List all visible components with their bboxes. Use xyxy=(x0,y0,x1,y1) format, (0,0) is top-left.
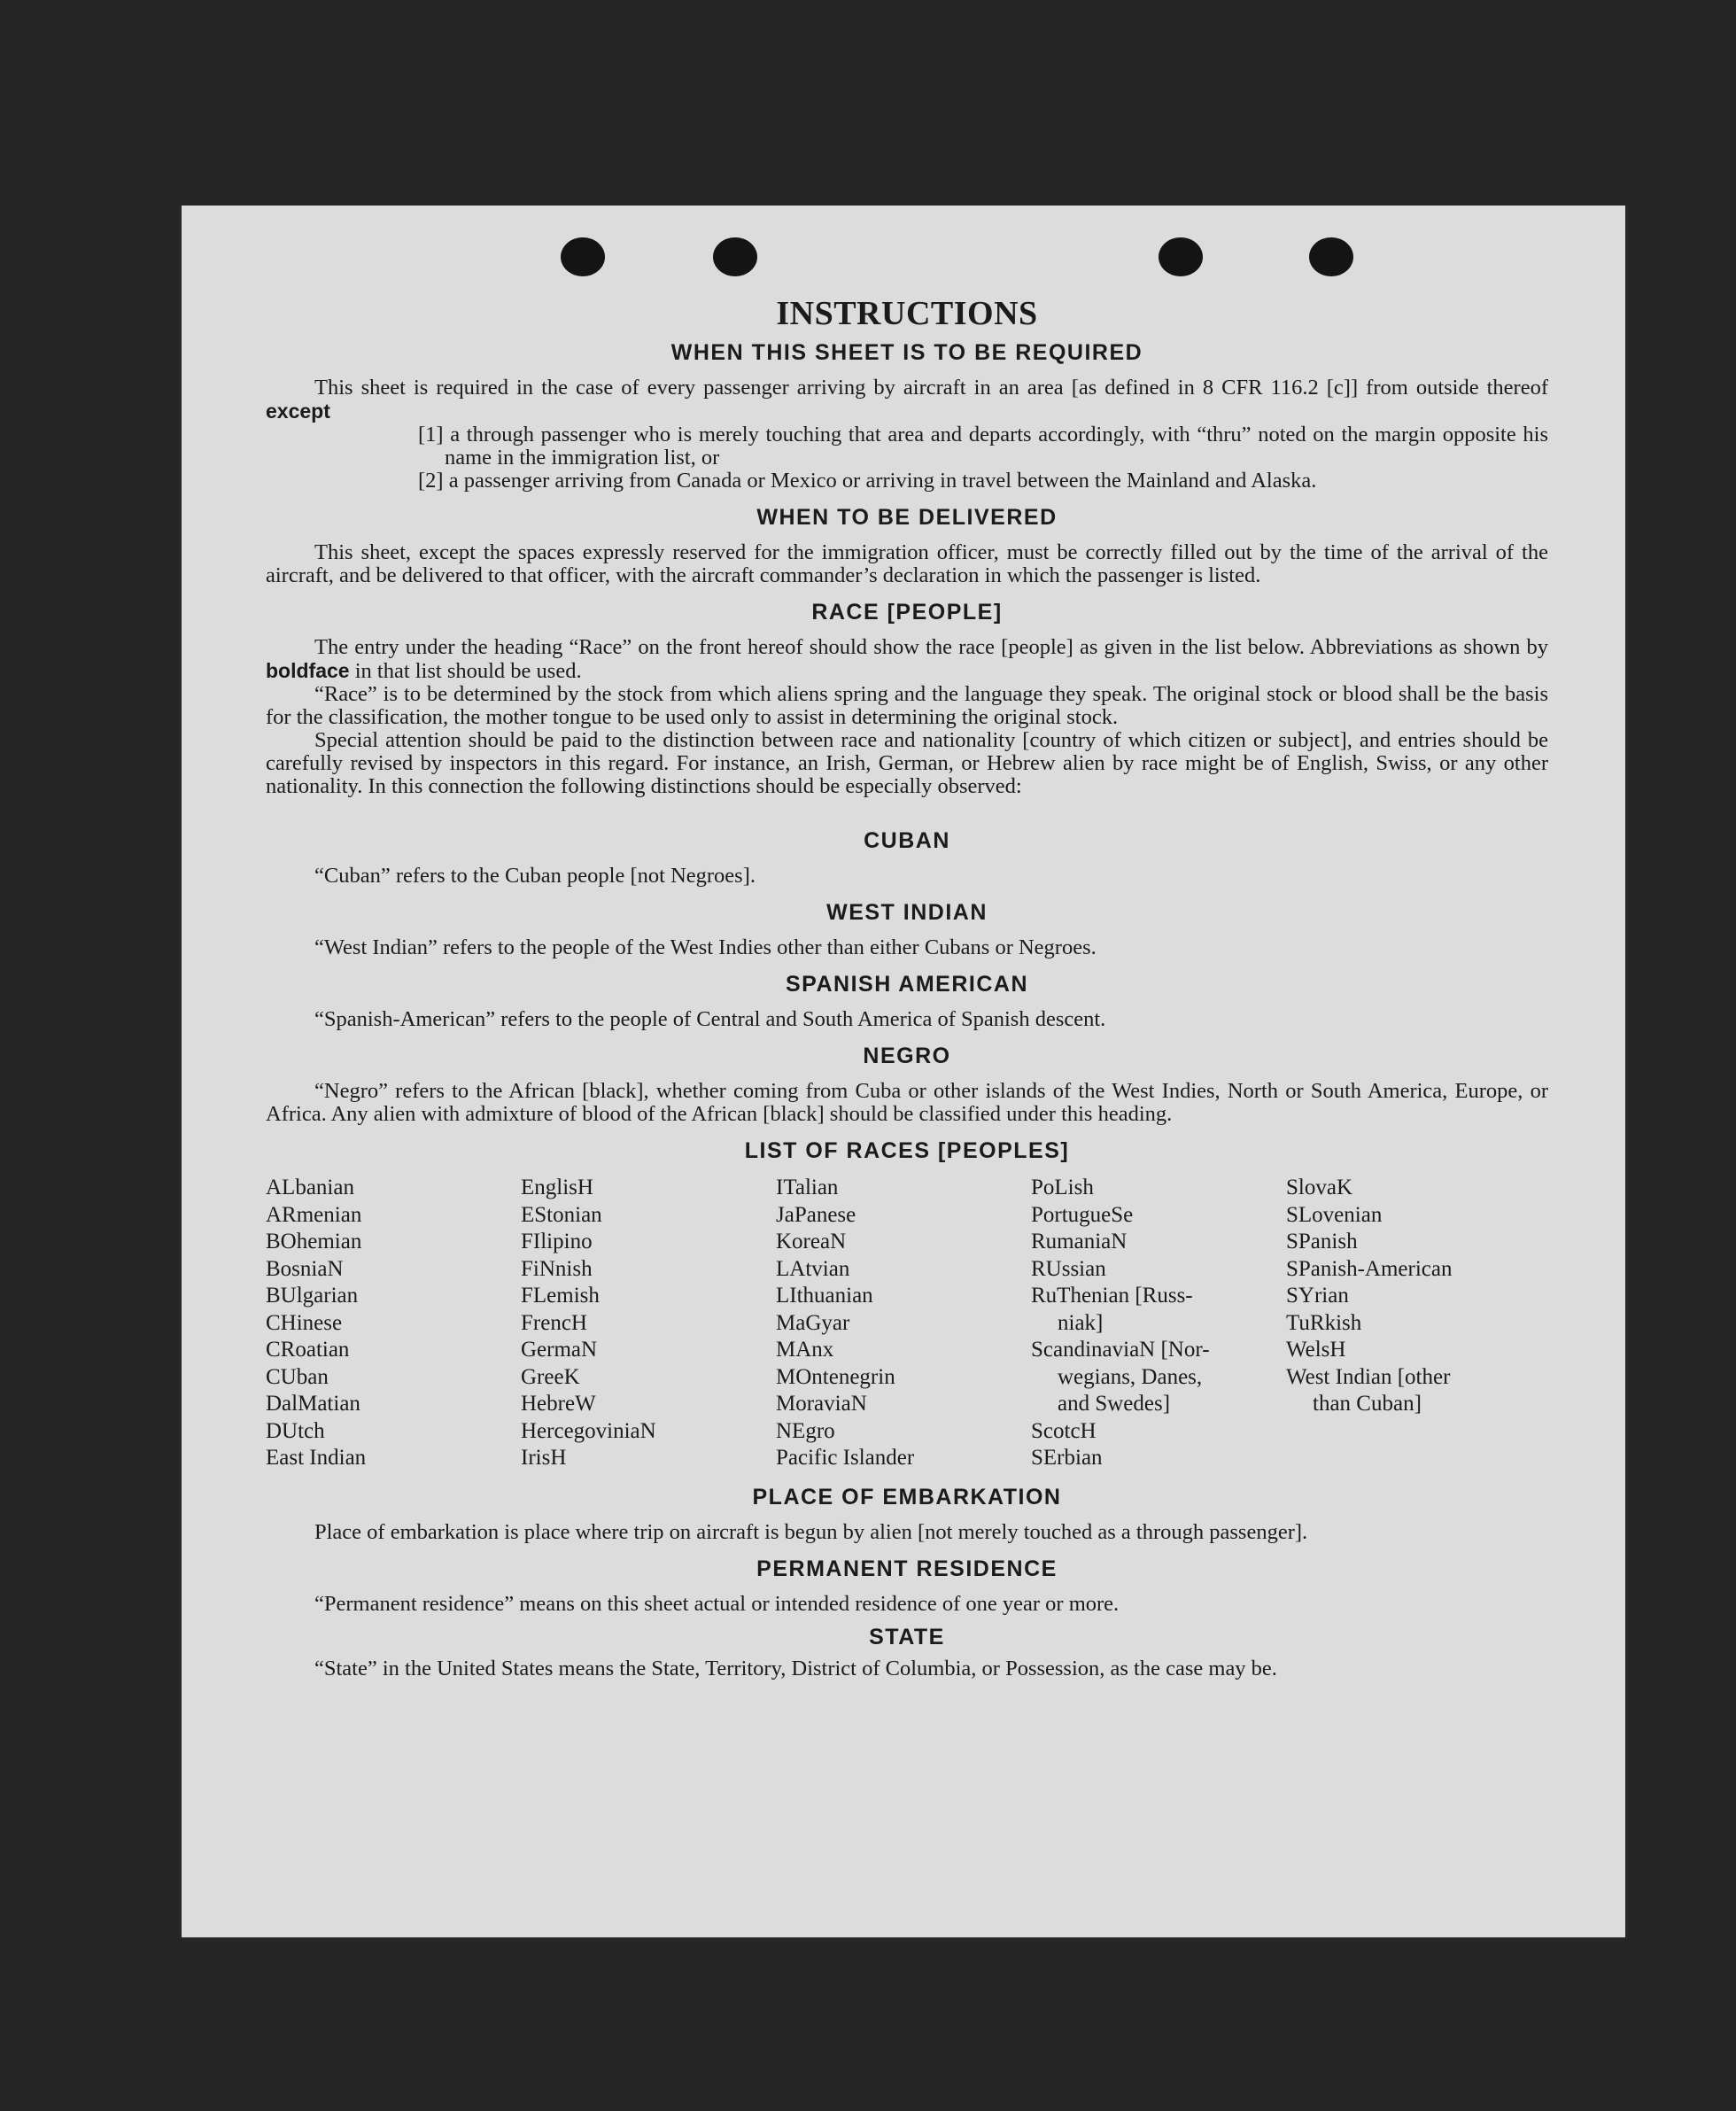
race-entry: niak] xyxy=(1058,1310,1104,1335)
race-entry: JaPanese xyxy=(776,1202,856,1227)
race-entry: TuRkish xyxy=(1286,1310,1362,1335)
heading-negro: NEGRO xyxy=(863,1044,951,1068)
race-entry: EStonian xyxy=(521,1202,602,1227)
race-entry: HercegoviniaN xyxy=(521,1418,656,1443)
race-entry: PoLish xyxy=(1031,1176,1094,1199)
except-keyword: except xyxy=(266,400,330,423)
races-column-3 xyxy=(776,1175,1031,1472)
heading-embarkation: PLACE OF EMBARKATION xyxy=(752,1484,1062,1510)
heading-when-required: WHEN THIS SHEET IS TO BE REQUIRED xyxy=(670,340,1143,365)
embarkation-text: Place of embarkation is place where trip on aircraft is begun by alien [not merely touched as a through passenger]. xyxy=(314,1519,1308,1544)
punch-hole xyxy=(713,237,757,276)
race-entry: MaGyar xyxy=(776,1310,850,1335)
races-column-2 xyxy=(521,1175,776,1472)
spanish-american-text: “Spanish-American” refers to the people of Central and South America of Spanish descent. xyxy=(314,1007,1106,1031)
boldface-keyword: boldface xyxy=(266,659,350,682)
race-paragraph-2: “Race” is to be determined by the stock from which aliens spring and the language they speak. The original stock or blood shall be the basis for the classification, the mother tongue to be used only to assist in determining the original stock. xyxy=(266,682,1548,729)
race-entry: FiNnish xyxy=(521,1256,593,1281)
race-entry: SlovaK xyxy=(1286,1176,1352,1199)
heading-cuban: CUBAN xyxy=(864,828,950,853)
race-entry: FrencH xyxy=(521,1310,587,1335)
races-column-1 xyxy=(266,1175,521,1472)
race-entry: RUssian xyxy=(1031,1256,1106,1281)
race-entry: CRoatian xyxy=(266,1338,350,1362)
race-entry: Pacific Islander xyxy=(776,1446,915,1470)
race-entry: RumaniaN xyxy=(1031,1230,1128,1253)
races-list xyxy=(266,1175,1548,1472)
race-paragraph-1: The entry under the heading “Race” on the front hereof should show the race [people] as given in the list below. Abbreviations as shown by boldface in that list should be used. xyxy=(266,635,1548,683)
race-entry: SLovenian xyxy=(1286,1202,1383,1227)
race-entry: SPanish-American xyxy=(1286,1256,1453,1281)
race-entry: MOntenegrin xyxy=(776,1364,895,1389)
race-paragraph-3: Special attention should be paid to the distinction between race and nationality [country of which citizen or subject], and entries should be carefully revised by inspectors in this regard. For instance, an Irish, German, or Hebrew alien by race might be of English, Swiss, or any other nationality. In this connection the following distinctions should be especially observed: xyxy=(266,728,1548,798)
west-indian-text: “West Indian” refers to the people of the West Indies other than either Cubans or Negroes. xyxy=(314,935,1097,959)
race-entry: MAnx xyxy=(776,1338,834,1362)
race-entry: ARmenian xyxy=(266,1202,362,1227)
race-entry: ScandinaviaN [Nor- xyxy=(1031,1338,1210,1362)
race-entry: West Indian [other xyxy=(1286,1364,1451,1389)
race-entry: IrisH xyxy=(521,1446,567,1470)
instruction-sheet xyxy=(182,206,1625,1937)
race-entry: East Indian xyxy=(266,1446,367,1470)
race-entry: FIlipino xyxy=(521,1230,593,1253)
race-entry: LIthuanian xyxy=(776,1284,873,1308)
race-entry: RuThenian [Russ- xyxy=(1031,1284,1193,1308)
races-column-4 xyxy=(1031,1175,1286,1472)
race-entry: GermaN xyxy=(521,1338,598,1362)
race-entry: GreeK xyxy=(521,1364,580,1389)
cuban-text: “Cuban” refers to the Cuban people [not Negroes]. xyxy=(314,864,756,888)
race-entry: FLemish xyxy=(521,1284,600,1308)
punch-hole xyxy=(1309,237,1353,276)
exception-item-1: [1] a through passenger who is merely touching that area and departs accordingly, with “thru” noted on the margin opposite his name in the immigration list, or xyxy=(418,423,1548,470)
race-entry: EnglisH xyxy=(521,1176,593,1199)
race-entry: than Cuban] xyxy=(1313,1392,1422,1416)
exception-item-2: [2] a passenger arriving from Canada or Mexico or arriving in travel between the Mainland and Alaska. xyxy=(418,469,1317,493)
required-intro: This sheet is required in the case of every passenger arriving by aircraft in an area [as defined in 8 CFR 116.2 [c]] from outside thereof except xyxy=(266,376,1548,423)
race-entry: SErbian xyxy=(1031,1446,1103,1470)
race-entry: KoreaN xyxy=(776,1230,847,1253)
negro-text: “Negro” refers to the African [black], whether coming from Cuba or other islands of the West Indies, North or South America, Europe, or Africa. Any alien with admixture of blood of the African [black] should be classified under this heading. xyxy=(266,1079,1548,1126)
heading-state: STATE xyxy=(869,1624,945,1649)
race-entry: DUtch xyxy=(266,1418,325,1443)
race-entry: WelsH xyxy=(1286,1338,1346,1362)
delivered-text: This sheet, except the spaces expressly reserved for the immigration officer, must be correctly filled out by the time of the arrival of the aircraft, and be delivered to that officer, with the aircraft commander’s declaration in which the passenger is listed. xyxy=(266,540,1548,587)
race-entry: CHinese xyxy=(266,1310,343,1335)
race-entry: CUban xyxy=(266,1364,329,1389)
heading-when-delivered: WHEN TO BE DELIVERED xyxy=(756,505,1058,530)
race-entry: ITalian xyxy=(776,1176,839,1199)
heading-west-indian: WEST INDIAN xyxy=(826,900,988,925)
race-entry: LAtvian xyxy=(776,1256,850,1281)
race-entry: HebreW xyxy=(521,1392,596,1416)
punch-hole xyxy=(561,237,605,276)
punch-hole xyxy=(1159,237,1203,276)
heading-permanent-residence: PERMANENT RESIDENCE xyxy=(756,1556,1058,1581)
race-entry: SYrian xyxy=(1286,1284,1349,1308)
race-entry: MoraviaN xyxy=(776,1392,867,1416)
residence-text: “Permanent residence” means on this sheet actual or intended residence of one year or more. xyxy=(314,1591,1120,1616)
race-entry: and Swedes] xyxy=(1058,1392,1171,1416)
race-entry: wegians, Danes, xyxy=(1058,1364,1203,1389)
page-title: INSTRUCTIONS xyxy=(776,295,1038,332)
heading-list-of-races: LIST OF RACES [PEOPLES] xyxy=(744,1138,1070,1163)
race-entry: BosniaN xyxy=(266,1256,344,1281)
heading-race: RACE [PEOPLE] xyxy=(811,600,1003,625)
heading-spanish-american: SPANISH AMERICAN xyxy=(785,972,1028,997)
sheet-content xyxy=(266,294,1548,1680)
race-entry: PortugueSe xyxy=(1031,1202,1134,1227)
race-entry: BUlgarian xyxy=(266,1284,359,1308)
race-entry: BOhemian xyxy=(266,1230,362,1253)
race-entry: ScotcH xyxy=(1031,1418,1097,1443)
races-column-5 xyxy=(1286,1175,1541,1472)
race-entry: DalMatian xyxy=(266,1392,360,1416)
state-text: “State” in the United States means the State, Territory, District of Columbia, or Possession, as the case may be. xyxy=(314,1656,1277,1680)
race-entry: NEgro xyxy=(776,1418,835,1443)
race-entry: SPanish xyxy=(1286,1230,1358,1253)
race-entry: ALbanian xyxy=(266,1176,354,1199)
